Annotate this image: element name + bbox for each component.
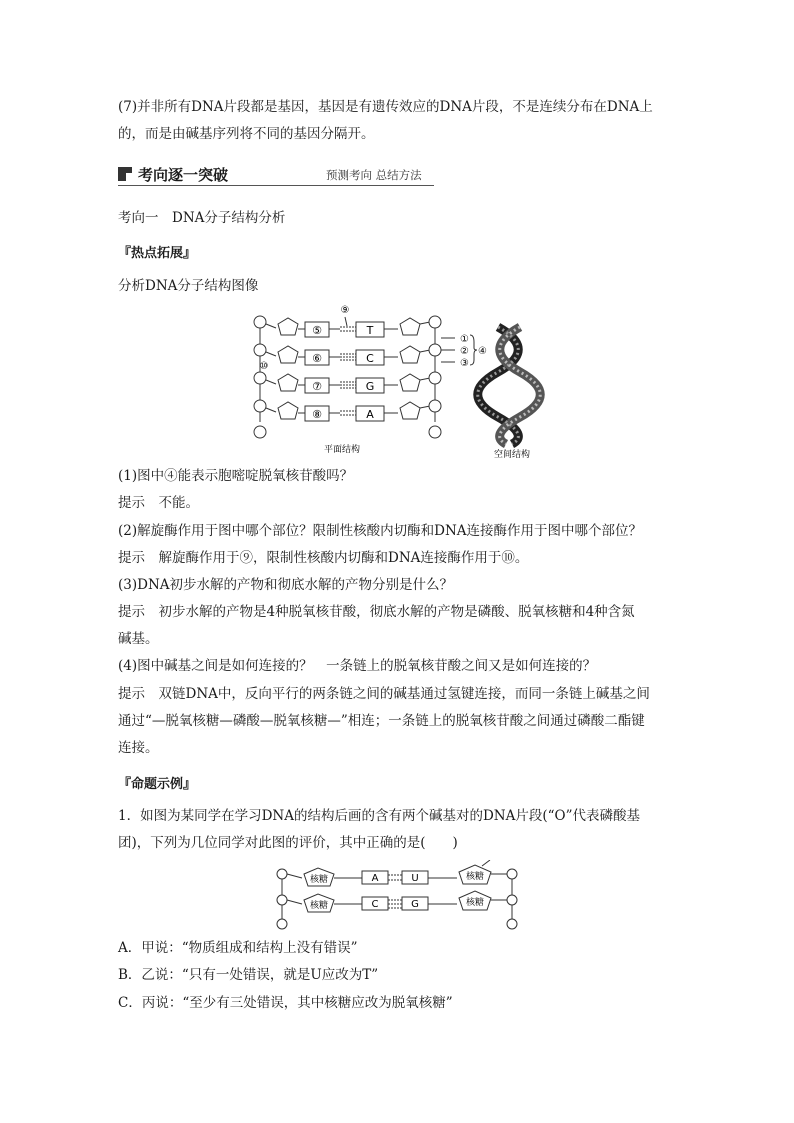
example-question-line-1: 1．如图为某同学在学习DNA的结构后画的含有两个碱基对的DNA片段(“O”代表磷酸基 [118, 808, 640, 824]
nucleotide-number-7: ⑦ [312, 380, 322, 393]
example-label: 『命题示例』 [118, 777, 197, 792]
example-dna-figure [272, 860, 522, 930]
option-a: A．甲说：“物质组成和结构上没有错误” [118, 940, 358, 956]
base-U: U [411, 873, 419, 884]
question-4: (4)图中碱基之间是如何连接的？ 一条链上的脱氧核苷酸之间又是如何连接的？ [118, 658, 597, 674]
option-c: C．丙说：“至少有三处错误，其中核糖应改为脱氧核糖” [118, 995, 453, 1011]
nucleotide-number-8: ⑧ [312, 408, 322, 421]
sugar-label-right-1: 核糖 [465, 872, 485, 882]
base-label-A: A [366, 408, 374, 421]
base-label-C: C [366, 352, 374, 365]
question-2: (2)解旋酶作用于图中哪个部位？限制性核酸内切酶和DNA连接酶作用于图中哪个部位？ [118, 523, 643, 539]
base-A: A [371, 873, 379, 884]
label-10: ⑩ [259, 361, 269, 372]
section-header [118, 163, 434, 191]
intro-line-2: 的，而是由碱基序列将不同的基因分隔开。 [118, 126, 375, 142]
dna-structure-figure [250, 302, 550, 462]
nucleotide-number-5: ⑤ [312, 324, 322, 337]
base-G: G [411, 899, 419, 910]
question-3: (3)DNA初步水解的产物和彻底水解的产物分别是什么？ [118, 577, 454, 593]
dna-row-1 [254, 316, 441, 337]
label-9: ⑨ [340, 305, 350, 316]
label-3: ③ [460, 358, 469, 369]
nucleotide-number-6: ⑥ [312, 352, 322, 365]
intro-line-1: (7)并非所有DNA片段都是基因，基因是有遗传效应的DNA片段，不是连续分布在DNA上 [118, 99, 653, 115]
label-1: ① [460, 334, 469, 345]
sugar-label-left-1: 核糖 [309, 875, 329, 885]
question-1: (1)图中④能表示胞嘧啶脱氧核苷酸吗？ [118, 468, 354, 484]
answer-1: 提示 不能。 [118, 495, 199, 511]
section-rule [118, 185, 434, 186]
section-subtitle: 预测考向 总结方法 [326, 168, 422, 182]
section-title: 考向逐一突破 [138, 166, 229, 184]
answer-4: 提示 双链DNA中，反向平行的两条链之间的碱基通过氢键连接，而同一条链上碱基之间 [118, 686, 650, 702]
label-4: ④ [478, 346, 487, 357]
topic-heading: 考向一 DNA分子结构分析 [118, 210, 286, 226]
answer-4-cont-2: 连接。 [118, 740, 159, 756]
caption-spatial: 空间结构 [493, 450, 531, 460]
base-label-T: T [366, 324, 374, 337]
dna-row-4 [254, 400, 441, 421]
option-b: B．乙说：“只有一处错误，就是U应改为T” [118, 967, 379, 983]
double-helix-image [478, 327, 541, 444]
base-label-G: G [365, 380, 375, 393]
hot-topic-label: 『热点拓展』 [118, 246, 197, 261]
figure-intro: 分析DNA分子结构图像 [118, 278, 259, 294]
answer-4-cont-1: 通过“—脱氧核糖—磷酸—脱氧核糖—”相连；一条链上的脱氧核苷酸之间通过磷酸二酯键 [118, 713, 645, 729]
sugar-label-left-2: 核糖 [309, 901, 329, 911]
answer-3: 提示 初步水解的产物是4种脱氧核苷酸，彻底水解的产物是磷酸、脱氧核糖和4种含氮 [118, 604, 635, 620]
caption-planar: 平面结构 [323, 445, 361, 455]
label-2: ② [460, 346, 469, 357]
dna-row-2 [254, 344, 441, 365]
example-question-line-2: 团)，下列为几位同学对此图的评价，其中正确的是( ) [118, 835, 458, 851]
base-C: C [371, 899, 379, 910]
answer-2: 提示 解旋酶作用于⑨，限制性核酸内切酶和DNA连接酶作用于⑩。 [118, 550, 529, 566]
sugar-label-right-2: 核糖 [465, 898, 485, 908]
answer-3-cont: 碱基。 [118, 631, 159, 647]
dna-row-3 [254, 372, 441, 393]
